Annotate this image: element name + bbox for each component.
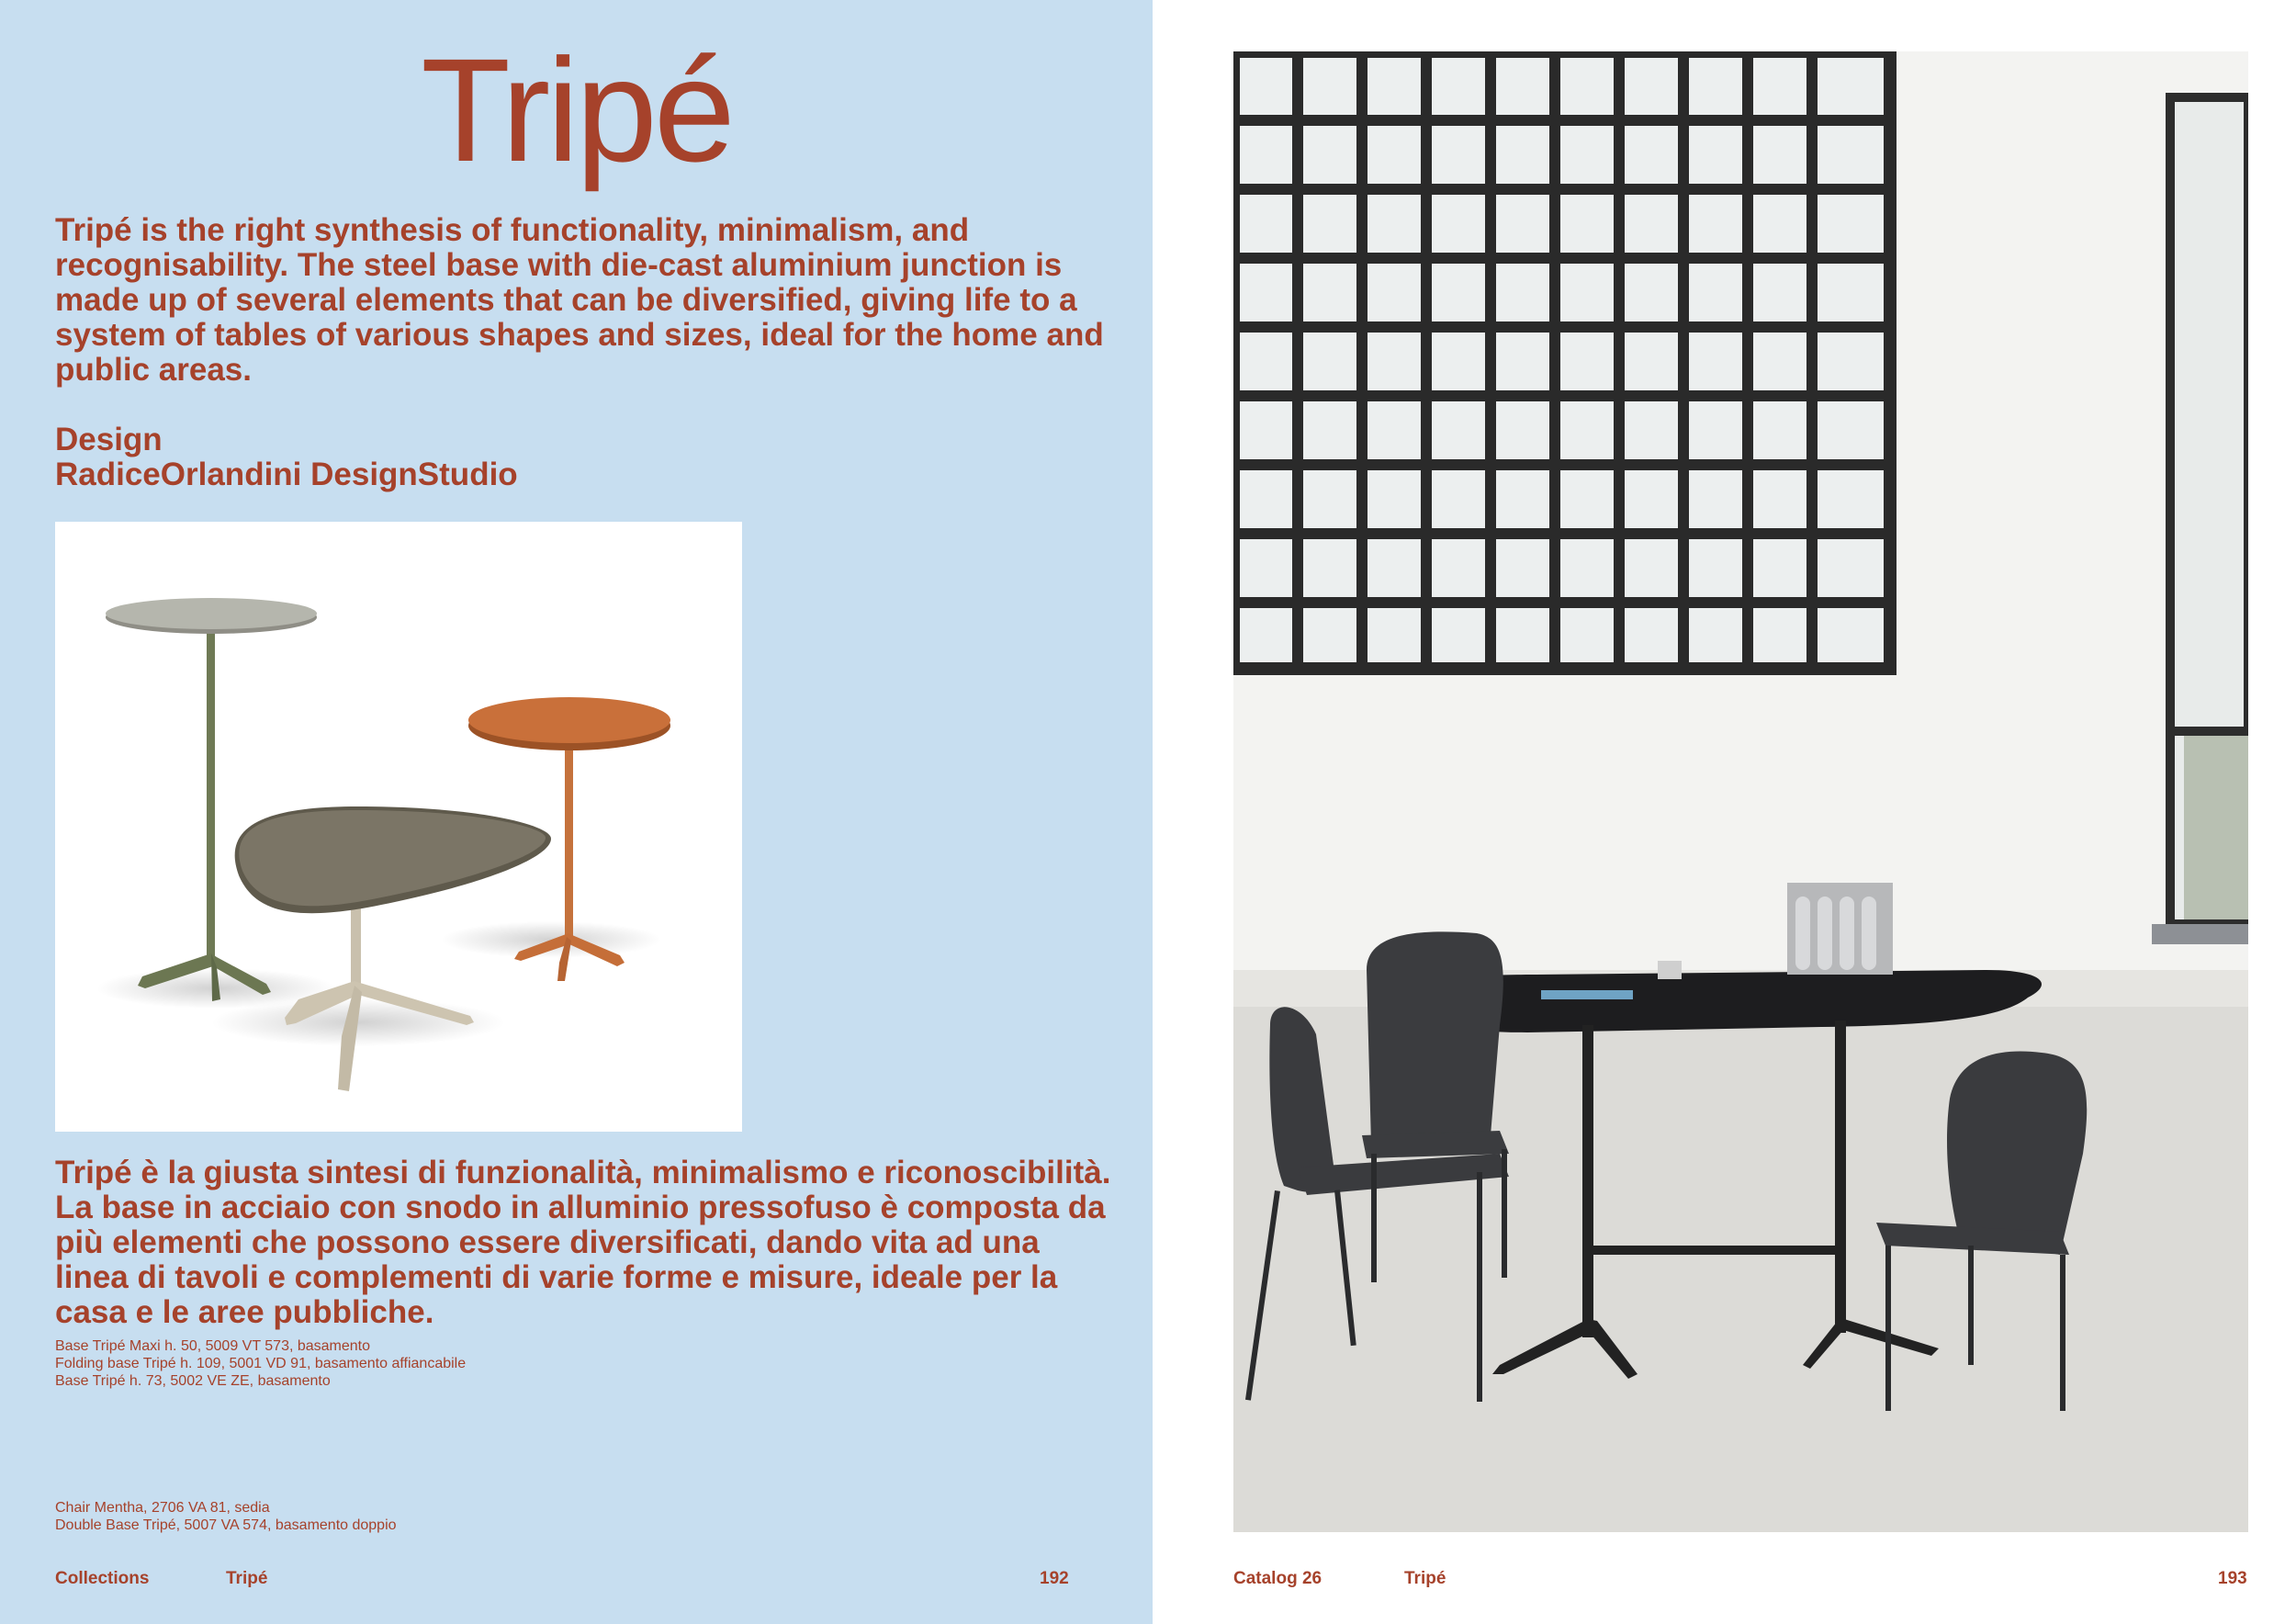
- caption-line: Chair Mentha, 2706 VA 81, sedia: [55, 1500, 270, 1516]
- design-label: Design: [55, 422, 163, 457]
- footer-section: Collections: [55, 1569, 150, 1588]
- caption-line: Folding base Tripé h. 109, 5001 VD 91, basamento affiancabile: [55, 1356, 467, 1371]
- design-credit: [55, 423, 1065, 492]
- page-number: 192: [1040, 1569, 1069, 1588]
- caption-line: Double Base Tripé, 5007 VA 574, basamento doppio: [55, 1517, 397, 1533]
- side-window: [2152, 97, 2248, 944]
- footer-catalog: Catalog 26: [1233, 1569, 1322, 1588]
- intro-italian: Tripé è la giusta sintesi di funzionalità, minimalismo e riconoscibilità. La base in acciaio con snodo in alluminio pressofuso è composta da più elementi che possono essere diversificati, dando vita ad una linea di tavoli e complementi di varie forme e misure, ideale per la casa e le aree pubbliche.: [55, 1155, 1111, 1330]
- product-photo: [55, 522, 742, 1132]
- factory-window: [1233, 51, 1890, 669]
- intro-english: Tripé is the right synthesis of functionality, minimalism, and recognisability. The steel base with die-cast aluminium junction is made up of several elements that can be diversified, giving life to a system of tables of various shapes and sizes, ideal for the home and public areas.: [55, 212, 1104, 388]
- tripe-tables-illustration: [55, 522, 742, 1132]
- product-captions: [55, 1337, 790, 1390]
- footer-collection: Tripé: [1404, 1569, 1446, 1588]
- right-page: [1153, 0, 2296, 1624]
- tall-green-table: [106, 598, 317, 1001]
- scene-photo: [1233, 51, 2248, 1532]
- page-title: Tripé: [421, 28, 732, 192]
- scene-captions: [55, 1499, 790, 1534]
- dining-scene-illustration: [1233, 51, 2248, 1532]
- page-number: 193: [2218, 1569, 2247, 1588]
- caption-line: Base Tripé h. 73, 5002 VE ZE, basamento: [55, 1373, 331, 1389]
- caption-line: Base Tripé Maxi h. 50, 5009 VT 573, basamento: [55, 1338, 371, 1354]
- designer-name: RadiceOrlandini DesignStudio: [55, 457, 518, 492]
- footer-collection: Tripé: [226, 1569, 268, 1588]
